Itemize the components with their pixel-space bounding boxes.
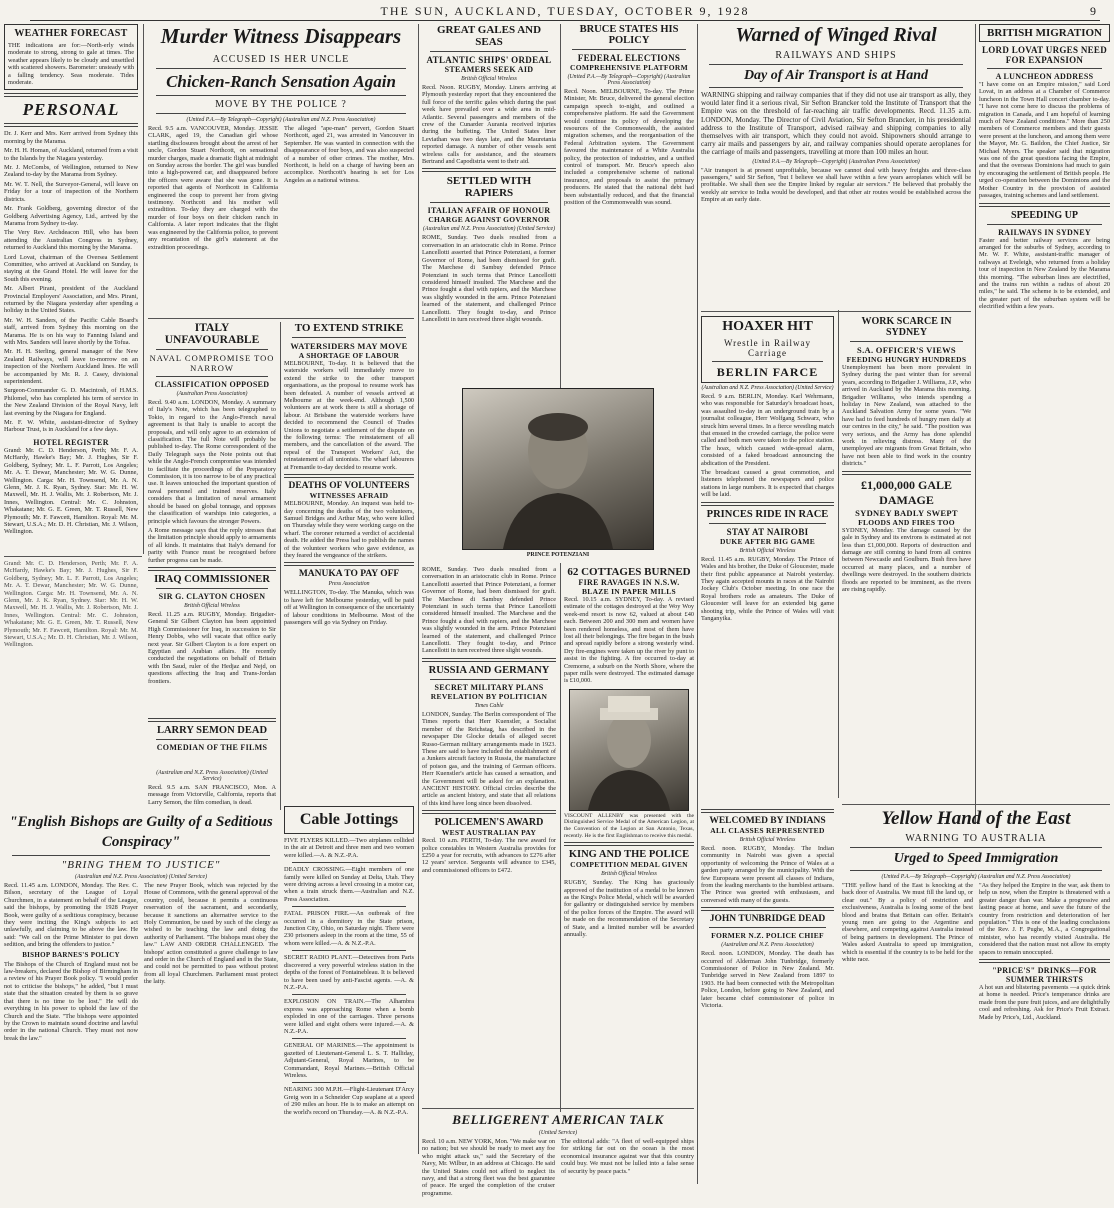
italy-subhead: NAVAL COMPROMISE TOO NARROW	[149, 353, 275, 373]
yellow-text: "THE yellow hand of the East is knocking at the back door of Australia. We must fill the land up, or clear out." By a policy of restriction and exclusiveness, Australia is losing some of the best blood and brains that Britain can offer. Britain's young men are going to the Argentine and elsewhere, and competing against Australia instead of being partners in development. The Prince of Wales asked Australia to speed up immigration, which is essential if the country is to be held for the white race.	[842, 882, 973, 964]
prince-subhead: STAY AT NAIROBI	[726, 526, 809, 537]
rapiers-credit: (Australian and N.Z. Press Association) (United Service)	[422, 226, 556, 233]
hotel-register-text: Grand: Mr. C. D. Henderson, Perth; Mr. F. A. McHardy, Hawke's Bay; Mr. J. Hughes, Sir F. Goldberg, Sydney; Mr. L. F. Parrott, Los Angeles; Mr. A. T. Dewar, Manchester; Mr. W. G. Dunne, Wellington. Carga: Mr. H. Townsend, Mr. A. N. Glenn, Mr. J. K. Ryan, Sydney. Star: Mr. H. W. Maxwell, Mr. H. J. Wallis, Mr. J. Robertson, Mr. J. Innes, Wellington. Central: Mr. C. Johnston, Whakatane; Mr. G. E. Green, Mr. T. Russell, New Plymouth; Mr. F. Fawcett, Hamilton. Royal: Mr. M. Stewart, U.S.A.; Mr. D. H. Christian, Mr. J. Wilson, Wellington.	[4, 560, 138, 649]
weather-forecast-box	[4, 24, 138, 90]
yellow-hand-article	[842, 808, 1110, 1158]
winged-credit: (United P.A.—By Telegraph—Copyright) (Australian Press Association)	[752, 158, 920, 165]
cable-item: NEARING 300 M.P.H.—Flight-Lieutenant D'Arcy Greig won in a Schneider Cup seaplane at a speed of 290 miles an hour. He is to make an attempt on the world's record on Thursday.—A. & N.Z.-P.A.	[284, 1086, 414, 1116]
murder-article	[148, 24, 414, 314]
bruce-subhead: FEDERAL ELECTIONS	[577, 53, 681, 63]
migration-headline: BRITISH MIGRATION	[986, 27, 1102, 39]
railways-headline: SPEEDING UP	[1011, 209, 1078, 221]
column-rule	[143, 24, 144, 554]
personal-paragraph: Mr. Albert Pirani, president of the Auckland Provincial Employers' Association, and Mrs. Pirani, returned by the Niagara yesterday after spending a holiday in the United States.	[4, 285, 138, 315]
gales-subhead-2: STEAMERS SEEK AID	[444, 65, 534, 74]
king-police-headline: KING AND THE POLICE	[568, 849, 690, 861]
gale-damage-subhead: SYDNEY BADLY SWEPT	[855, 507, 958, 518]
winged-headline-2: Day of Air Transport is at Hand	[743, 68, 929, 83]
police-award-text: Recd. 10 a.m. PERTH, To-day. The new award for police constables in Western Australia provides for £250 a year for recruits, with advances to £276 after 12 years' service. Sergeants will advance to £345, and commissioned officers to £472.	[422, 837, 556, 874]
italy-text: Recd. 9.40 a.m. LONDON, Monday. A summary of Italy's Note, which has been telegraphed to Tokio, in regard to the Anglo-French naval agreement is that Italy is unable to accept the proposals, and will only agree to an extension of classification. The full Note will probably be published to-day. The Rome correspondent of the Daily Telegraph says the Note points out that while the Anglo-French compromise was intended to facilitate the proceedings of the Preparatory Commission, it is too narrow to be of any practical use. It leaves untouched the important question of naval personnel and trained reserves. Italy considers that a limitation of naval armament should be based on global tonnage, and opposes the classification of warships into categories, a principle which favours the stronger Powers.	[148, 399, 276, 525]
bruce-text: Recd. Noon. MELBOURNE, To-day. The Prime Minister, Mr. Bruce, delivered the general election campaign speech to-night, and outlined a comprehensive platform. He said the Government would continue its policy of developing the resources of the Commonwealth, the assisted migration schemes, and the reorganisation of the Federal Arbitration system. The Government favoured the maintenance of a White Australia policy, the protection of industries, and a unified control of transport. Mr. Bruce's speech also included a comprehensive scheme of national insurance, and proposals to assist the primary producers. He stated that the national debt had been substantially reduced, and that the financial position of the Commonwealth was sound.	[564, 88, 694, 207]
hotel-register-title: HOTEL REGISTER	[33, 437, 109, 447]
semon-headline: LARRY SEMON DEAD	[156, 725, 268, 736]
potenziani-photo-block	[422, 388, 694, 563]
rapiers-subhead-2: CHARGE AGAINST GOVERNOR	[428, 215, 550, 225]
manuka-headline: MANUKA TO PAY OFF	[298, 569, 400, 580]
personal-paragraph: Mr. Frank Goldberg, governing director of the Goldberg Advertising Agency, Ltd., arrived by the Marama from Sydney to-day.	[4, 205, 138, 227]
murder-text-2: The alleged "ape-man" pervert, Gordon Stuart Northcott, aged 21, was arrested in Vancouver in September. He was wanted in connection with the disappearance of four boys, and was also suspected of a number of other crimes. The mother, Mrs. Northcott, is held on a charge of having been an accomplice. Northcott's hearing is set for Los Angeles as a national witness.	[284, 125, 414, 184]
section-rule	[148, 318, 414, 319]
gale-damage-text: SYDNEY, Monday. The damage caused by the gale in Sydney and its environs is estimated at not less than £1,000,000. Reports of destruction and damage are still coming to hand from all centres between Newcastle and Goulburn. Bush fires have occurred at many places, and a number of dwellings were destroyed. In the southern districts floods are reported to be imminent, as the rivers are rising rapidly.	[842, 526, 971, 593]
italy-subhead-2: CLASSIFICATION OPPOSED	[154, 380, 270, 389]
drinks-text: A hot sun and blistering pavements —a quick drink at home is needed. Price's temperance drinks are made from the pure fruit juices, and are delightfully cool and refreshing. Ask for Price's Fruit Extract. Made by Price's, Ltd., Auckland.	[979, 984, 1110, 1021]
indians-column	[701, 806, 834, 1156]
personal-paragraph: The Very Rev. Archdeacon Hill, who has been attending the Australian Congress in Sydney, returned to Auckland this morning by the Marama.	[4, 229, 138, 252]
police-award-headline: POLICEMEN'S AWARD	[434, 817, 544, 829]
prince-subhead-2: DUKE AFTER BIG GAME	[719, 536, 816, 546]
personal-title: PERSONAL	[22, 100, 120, 120]
migration-subhead: LORD LOVAT URGES NEED FOR EXPANSION	[981, 45, 1108, 65]
portrait-icon	[570, 690, 688, 810]
hoax-text: Recd. 9 a.m. BERLIN, Monday. Karl Wehrmann, who was responsible for Saturday's broadcast hoax, was assaulted to-day in an underground train by a journalist colleague, Herr Wolfgang Schwarz, who struck him several times. In a fierce wrestling match that ensued in the crowded carriage, the police were called and both men were taken to the police station. The hoax, which caused wide-spread alarm, consisted of a faked broadcast announcing the abdication of the President.	[701, 393, 834, 467]
potenziani-photo	[462, 388, 654, 550]
column-left	[4, 24, 138, 554]
iraq-subhead: SIR G. CLAYTON CHOSEN	[158, 591, 266, 601]
hoax-column	[701, 316, 834, 802]
hoax-subhead: Wrestle in Railway Carriage	[723, 338, 812, 358]
strike-headline: TO EXTEND STRIKE	[294, 322, 404, 334]
bruce-headline: BRUCE STATES HIS POLICY	[579, 24, 679, 46]
section-rule	[4, 556, 142, 557]
rapiers-subhead: ITALIAN AFFAIR OF HONOUR	[427, 206, 551, 216]
murder-subhead-2: MOVE BY THE POLICE ?	[215, 99, 347, 110]
king-police-subhead: COMPETITION MEDAL GIVEN	[570, 860, 688, 870]
bishops-subhead: "BRING THEM TO JUSTICE"	[61, 859, 221, 871]
police-award-subhead: WEST AUSTRALIAN PAY	[441, 828, 537, 838]
work-scarce-subhead: S.A. OFFICER'S VIEWS	[857, 345, 956, 355]
cable-item: SECRET RADIO PLANT.—Detectives from Paris discovered a very powerful wireless station in the depths of the forest of Fontainebleau. It is believed to have been used by anti-Fascist agents. —A. & N.Z.-P.A.	[284, 954, 414, 991]
column-middle-lower	[422, 566, 556, 1156]
semon-body	[148, 768, 276, 808]
allenby-photo	[569, 689, 689, 811]
prince-credit: British Official Wireless	[739, 547, 796, 554]
hoax-text-2: The broadcast caused a great commotion, and listeners telephoned the newspapers and police stations in large numbers. It is expected that charges will be laid.	[701, 469, 834, 499]
column-rule	[418, 24, 419, 1154]
allenby-caption: VISCOUNT ALLENBY was presented with the Distinguished Service Medal of the American Legion, at the Convention of the Legion at San Antonio, Texas, recently. He is the first Englishman to receive this medal.	[564, 812, 694, 839]
gale-damage-subhead-2: FLOODS AND FIRES TOO	[858, 517, 955, 527]
russia-subhead: SECRET MILITARY PLANS	[434, 682, 544, 692]
bruce-subhead-2: COMPREHENSIVE PLATFORM	[570, 63, 688, 72]
hoax-headline: HOAXER HIT	[722, 319, 813, 334]
murder-headline-2: Chicken-Ranch Sensation Again	[166, 72, 396, 91]
bruce-credit: (United P.A.—By Telegraph—Copyright) (Australian Press Association)	[567, 74, 691, 86]
bishops-headline: "English Bishops are Guilty of a Seditious Conspiracy"	[9, 814, 273, 850]
italy-column	[148, 322, 276, 712]
prince-headline: PRINCES RIDE IN RACE	[706, 508, 829, 520]
tunbridge-text: Recd. noon. LONDON, Monday. The death has occurred of Alderman John Tunbridge, formerly Commissioner of Police in New Zealand. Mr. Tunbridge served in New Zealand from 1897 to 1903. He had been connected with the Metropolitan Police, London, before going to New Zealand, and later became chief commissioner of police in Victoria.	[701, 950, 834, 1010]
personal-paragraph: Mr. H. H. Homan, of Auckland, returned from a visit to the Islands by the Niagara yesterday.	[4, 147, 138, 162]
railways-subhead: RAILWAYS IN SYDNEY	[998, 227, 1091, 237]
russia-headline: RUSSIA AND GERMANY	[428, 664, 550, 676]
migration-text: "I have come on an Empire mission," said Lord Lovat, in an address at a Chamber of Commerce luncheon in the Town Hall concert chamber to-day. "I have not come here to discuss the problems of migration in Canada, and I am hopeful of learning much of New Zealand conditions." More than 250 members of Commerce members and their guests were present at the luncheon, and among them were the Mayor, Mr. G. Baildon, the Chief Justice, Sir Michael Myers. The speaker said that migration was one of the great questions facing the Empire, and that the overseas Dominions had much to gain by encouraging the settlement of British people. He urged co-operation between the Dominions and the Mother Country in the provision of assisted passages, training schemes and land settlement.	[979, 81, 1110, 200]
semon-text: Recd. 9.5 a.m. SAN FRANCISCO, Mon. A message from Victorville, California, reports that Larry Semon, the film comedian, is dead.	[148, 784, 276, 806]
cable-item: DEADLY CROSSING.—Eight members of one family were killed on Sunday at Delta, Utah. They were driving across a level crossing in a motor car, when a train struck them.—Australian and N.Z. Press Association.	[284, 866, 414, 903]
tunbridge-subhead: FORMER N.Z. POLICE CHIEF	[711, 931, 824, 941]
page-number: 9	[1090, 4, 1096, 18]
portrait-icon	[463, 389, 653, 549]
italy-credit: (Australian Press Association)	[176, 391, 248, 397]
weather-text: THE indications are for:—North-erly winds moderate to strong, strong to gale at times. The weather appears likely to be cloudy and unsettled with scattered showers. Barometer: unsteady with a falling tendency. Seas moderate. Tides moderate.	[8, 42, 134, 87]
section-rule	[842, 804, 1110, 805]
fires-text: Recd. 10.15 a.m. SYDNEY, To-day. A revised estimate of the cottages destroyed at the Woy Woy week-end resort is now 62, valued at about £40 each. Between 200 and 300 men and women have been rendered homeless, and most of them have lost all their belongings. The fire began in the bush and spread rapidly before a strong westerly wind. Dry fire-engines were taken up the river by punt to assist in the fighting. A fire occurred to-day at Cremorne, a suburb on the North Shore, where the paper mills were destroyed. The estimated damage is £10,000.	[564, 596, 694, 685]
bruce-article	[564, 24, 694, 386]
work-scarce-column	[842, 316, 971, 802]
murder-credit: (United P.A.—By Telegraph—Copyright) (Australian and N.Z. Press Association)	[186, 117, 376, 123]
cable-item: EXPLOSION ON TRAIN.—The Alhambra express was approaching Rome when a bomb exploded in one of the carriages. Three persons were killed and eight others were injured.—A. & N.Z.-P.A.	[284, 998, 414, 1035]
cable-jottings-title: Cable Jottings	[299, 811, 399, 828]
masthead-title: THE SUN, AUCKLAND, TUESDAY, OCTOBER 9, 1928	[380, 4, 750, 18]
iraq-credit: British Official Wireless	[184, 602, 240, 609]
column-rule	[697, 24, 698, 1184]
fires-headline: 62 COTTAGES BURNED	[567, 566, 691, 578]
gale-damage-headline: £1,000,000 GALE DAMAGE	[860, 477, 952, 507]
tunbridge-credit: (Australian and N.Z. Press Association)	[721, 942, 814, 949]
personal-paragraph: Mr. H. H. Sterling, general manager of the New Zealand Railways, will leave to-morrow on an inspection of the Northern Auckland lines. He will be accompanied by Mr. R. J. Casey, divisional superintendent.	[4, 348, 138, 386]
yellow-text-2: "As they helped the Empire in the war, ask them to help us now, when the Empire is threatened with a greater danger than war. Make a progressive and lasting peace at home, and save the future of the country from restriction and deterioration of her population." This is one of the leading conclusions of the Rev. J. F. Pughe, M.A., a Congregational minister, who has recently visited Australia. He considered that the nation must not allow its empty spaces to remain unoccupied.	[979, 882, 1110, 956]
masthead	[30, 4, 1100, 21]
yellow-credit: (United P.A.—By Telegraph—Copyright) (Australian and N.Z. Press Association)	[881, 874, 1071, 880]
potenziani-caption: PRINCE POTENZIANI	[526, 552, 590, 558]
belligerent-article	[422, 1112, 694, 1204]
winged-article	[701, 24, 971, 308]
work-scarce-text: Unemployment has been more prevalent in Sydney during the past winter than for several years, according to Brigadier J. Williams, J.P., who arrived in Auckland by the Marama this morning. Brigadier Williams, who intends spending a holiday in New Zealand, was attached to the Auckland Salvation Army for some years. "We have had to feed hundreds of hungry men daily at our centres in the city," he said. "The position was very serious, and the Army has done splendid work in relieving distress. Many of the unemployed are migrants from Great Britain, who have not been able to find work in the country districts."	[842, 364, 971, 468]
column-right	[979, 24, 1110, 824]
volunteers-headline: DEATHS OF VOLUNTEERS	[288, 481, 410, 492]
winged-headline: Warned of Winged Rival	[735, 24, 937, 46]
bishops-text: Recd. 11.45 a.m. LONDON, Monday. The Rev. C. Bilson, secretary of the League of Loyal Churchmen, in a statement on behalf of the League, said the bishops, by promoting the 1928 Prayer Book, were guilty of a seditious conspiracy, because they were inciting the King's subjects to act unlawfully, and claiming to be above the law. He said: "We call on the Prime Minister to put down sedition, and bring the offenders to justice."	[4, 882, 138, 949]
strike-subhead-2: A SHORTAGE OF LABOUR	[298, 351, 400, 360]
king-police-text: RUGBY, Sunday. The King has graciously approved of the institution of a medal to be known as the King's Police Medal, which will be awarded for gallantry or distinguished service by members of the police forces of the Empire. The award will be made on the recommendation of the Secretary of State, and a limited number will be awarded annually.	[564, 879, 694, 939]
bishops-text-2: The Bishops of the Church of England must not be law-breakers, declared the Bishop of Birmingham in a review of his Prayer Book policy. "I would prefer not to criticise the bishops," he added, "but I must state that the situation created by them is so grave that there is no time to be lost." He will do everything in his power to uphold the law of the Church and the State. "The bishops were appointed by the Crown to maintain sound doctrine and lawful order in the national Church. They must not now break the law."	[4, 960, 138, 1042]
section-rule	[422, 1108, 694, 1109]
cable-item: GENERAL OF MARINES.—The appointment is gazetted of Lieutenant-General L. S. T. Halliday, Adjutant-General, Royal Marines, to be Commandant, Royal Marines.—British Official Wireless.	[284, 1042, 414, 1079]
italy-text-2: A Rome message says that the reply stresses that the limitation principle should apply to armaments of all kinds. It maintains that Italy's demand for parity with France must be recognised before further progress can be made.	[148, 526, 276, 564]
volunteers-subhead: WITNESSES AFRAID	[309, 491, 389, 501]
cable-jottings	[284, 806, 414, 1156]
bishops-article	[4, 812, 278, 1172]
strike-column	[284, 322, 414, 812]
indians-text: Recd. noon. RUGBY, Monday. The Indian community in Nairobi was given a special opportunity of welcoming the Prince of Wales at a garden party arranged by the municipality. With the few Europeans were present all classes of Indians, from the leading merchants to the humblest artisans. The Prince was greeted with enthusiasm, and conversed with many of the guests.	[701, 845, 834, 904]
fires-subhead-2: BLAZE IN PAPER MILLS	[581, 587, 676, 596]
semon-credit: (Australian and N.Z. Press Association) (United Service)	[156, 770, 268, 782]
belligerent-text: Recd. 10 a.m. NEW YORK, Mon. "We make war on no nation; but we should be ready to meet any foe who might attack us," said the Secretary of the Navy, Mr. Wilbur, in an address at Chicago. He said the United States could not afford to neglect its navy, and that a strong fleet was the best guarantee of peace. He urged the completion of the cruiser programme.	[422, 1138, 555, 1197]
hoax-headline-2: BERLIN FARCE	[716, 365, 819, 379]
russia-credit: Times Cable	[474, 702, 504, 709]
winged-subhead: RAILWAYS AND SHIPS	[775, 50, 897, 61]
winged-text-2: "Air transport is at present unprofitable, because we cannot deal with heavy freights and three-class passengers," said Sir Sefton, "but I believe we shall have within a few years aeroplanes which will be profitable. We shall then see the Empire linked by regular air services." He believed that probably the weekly air service to India would be developed, and that other air routes would be established across the Empire at an early date.	[701, 166, 971, 204]
manuka-credit: Press Association	[328, 581, 370, 588]
murder-headline: Murder Witness Disappears	[160, 24, 402, 48]
work-scarce-headline: WORK SCARCE IN SYDNEY	[861, 316, 952, 338]
manuka-text: WELLINGTON, To-day. The Manuka, which was to have left for Melbourne yesterday, will be paid off at Wellington in consequence of the uncertainty of labour conditions in Melbourne. Most of the passengers will go via Sydney on Friday.	[284, 589, 414, 626]
iraq-headline: IRAQ COMMISSIONER	[154, 573, 270, 585]
prince-text: Recd. 11.45 a.m. RUGBY, Monday. The Prince of Wales and his brother, the Duke of Gloucester, made their first public appearance at Nairobi yesterday. They again accepted mounts in races at the Nairobi Jockey Club's October meeting. In one race the Royal brothers rode as amateurs. The Duke of Gloucester will leave for an extended big game shooting trip, while the Prince of Wales will visit Tanganyika.	[701, 555, 834, 622]
bishops-text-3: The new Prayer Book, which was rejected by the House of Commons, with the general approval of the country, could, because it permits a continuous reservation of the sacrament, and secondarily, because it sanctions an alternative service to the Holy Communion, be used by such of the clergy as wished to be teaching the law and doing the authority of Parliament. "The bishops must obey the law." LAW AND ORDER CHALLENGED. The bishops' action constituted a grave challenge to law and order in the Church of England and in the State, and could not be permitted to pass without protest from all loyal Churchmen. Parliament must protect the laity.	[144, 882, 278, 986]
iraq-text: Recd. 11.25 a.m. RUGBY, Monday. Brigadier-General Sir Gilbert Clayton has been appointed High Commissioner for Iraq, in succession to Sir Henry Dobbs, who will vacate that office early next year. Sir Gilbert Clayton is a fore expert on Egyptian and Arabian affairs. He recently conducted the negotiations on behalf of Britain with Ibn Saud, ruler of the Hedjaz and Nejd, on questions affecting the Iraq and Trans-Jordan frontiers.	[148, 610, 276, 685]
personal-paragraph: Mr. W. H. Sanders, of the Pacific Cable Board's staff, arrived from Sydney this morning on the Marama. He is on his way to Fanning Island and with Mrs. Sanders will leave shortly by the Tofua.	[4, 316, 138, 346]
bishops-credit: (Australian and N.Z. Press Association) (United Service)	[74, 874, 208, 880]
russia-text: LONDON, Sunday. The Berlin correspondent of The Times reports that Herr Kuenstler, a Socialist member of the Reichstag, has described in the newspaper Die Glocke details of alleged secret Russo-German military arrangements made in 1923. These are said to have included the establishment of a Junkers aircraft factory in Russia, the manufacture of poison gas, and the training of German officers. Herr Kuenstler's article has caused a sensation, and the Government will be asked for an explanation. ANCIENT HISTORY. Official circles describe the article as ancient history, and state that all relations of this kind have long since been dissolved.	[422, 710, 556, 807]
volunteers-text: MELBOURNE, Monday. An inquest was held to-day concerning the deaths of the two volunteers, Samuel Bridges and Arthur May, who were killed on Thursday while they were working cargo on the wharf. The coroner returned a verdict of accidental death. He added the Press had to publish the names of the volunteer workers who gave evidence, as they feared the vengeance of the strikers.	[284, 500, 414, 559]
personal-paragraph: Mr. J. McCombs, of Wellington, returned to New Zealand to-day by the Marama from Sydney.	[4, 164, 138, 179]
strike-subhead: WATERSIDERS MAY MOVE	[290, 341, 408, 351]
murder-subhead: ACCUSED IS HER UNCLE	[212, 54, 350, 65]
personal-paragraph: Mr. W. T. Nell, the Surveyor-General, will leave on Friday for a tour of inspection of the Northern districts.	[4, 180, 138, 203]
weather-title: WEATHER FORECAST	[14, 28, 128, 39]
personal-paragraph: Dr. J. Kerr and Mrs. Kerr arrived from Sydney this morning by the Marama.	[4, 130, 138, 145]
rapiers-text-continued: ROME, Sunday. Two duels resulted from a conversation in an aristocratic club in Rome. Prince Lancellotti asserted that Prince Potenziani, a former Governor of Rome, had been dismissed for graft. The Marchese di Sambuy defended Prince Potenziani in such terms that Prince Lancellotti considered himself insulted. The Marchese and the Prince fought a duel with rapiers, and the Marchese was slightly wounded in the arm. Prince Potenziani learned of the statement, and challenged Prince Lancellotti. They fought to-day, and Prince Lancellotti in turn received three slight wounds.	[422, 566, 556, 655]
semon-column	[148, 715, 276, 765]
column-rule	[838, 310, 839, 798]
work-scarce-subhead-2: FEEDING HUNGRY HUNDREDS	[846, 355, 967, 364]
fires-subhead: FIRE RAVAGES IN N.S.W.	[578, 578, 680, 587]
gales-credit: British Official Wireless	[461, 76, 517, 82]
personal-paragraph: Surgeon-Commander G. D. Macintosh, of H.M.S. Philomel, who has completed his term of service in the New Zealand Division of the Royal Navy, left last evening by the Niagara for England.	[4, 387, 138, 417]
hotel-register-text: Grand: Mr. C. D. Henderson, Perth; Mr. F. A. McHardy, Hawke's Bay; Mr. J. Hughes, Sir F. Goldberg, Sydney; Mr. L. F. Parrott, Los Angeles; Mr. A. T. Dewar, Manchester; Mr. W. G. Dunne, Wellington. Carga: Mr. H. Townsend, Mr. A. N. Glenn, Mr. J. K. Ryan, Sydney. Star: Mr. H. W. Maxwell, Mr. H. J. Wallis, Mr. J. Robertson, Mr. J. Innes, Wellington. Central: Mr. C. Johnston, Whakatane; Mr. G. E. Green, Mr. T. Russell, New Plymouth; Mr. F. Fawcett, Hamilton. Royal: Mr. M. Stewart, U.S.A.; Mr. D. H. Christian, Mr. J. Wilson, Wellington.	[4, 446, 138, 536]
strike-text: MELBOURNE, To-day. It is believed that the waterside workers will immediately move to extend the strike to the other transport organisations, as the proposal to resume work has been defeated. A number of vessels arrived at Melbourne at the week-end. Although 1,500 volunteers are at work there is still a shortage of labour. At Brisbane the waterside workers have decided to recommend the Council of Trades Unions to negotiate a settlement of the dispute on the following terms: The reinstatement of all members, and the cancellation of the award. The repeal of the Transport Workers' Act, the reinstatement of all unionists. The wharf labourers at Fremantle to-day decided to resume work.	[284, 360, 414, 471]
belligerent-text-2: The editorial adds: "A fleet of well-equipped ships for striking far out on the ocean is the most economical insurance against war that this country could buy. We must not be lulled into a false sense of security by peace pacts."	[561, 1138, 694, 1175]
rapiers-headline: SETTLED WITH RAPIERS	[446, 175, 532, 200]
belligerent-headline: BELLIGERENT AMERICAN TALK	[452, 1112, 664, 1127]
rapiers-text: ROME, Sunday. Two duels resulted from a conversation in an aristocratic club in Rome. Prince Lancellotti asserted that Prince Potenziani, a former Governor of Rome, had been dismissed for graft. The Marchese di Sambuy defended Prince Potenziani in such terms that Prince Lancellotti considered himself insulted. The Marchese and the Prince fought a duel with rapiers, and the Marchese was slightly wounded in the arm. Prince Potenziani learned of the statement, and challenged Prince Lancellotti. They fought to-day, and Prince Lancellotti in turn received three slight wounds.	[422, 234, 556, 323]
russia-subhead-2: REVELATION BY POLITICIAN	[430, 691, 548, 701]
cable-item: FATAL PRISON FIRE.—An outbreak of fire occurred in a dormitory in the State prison, Junction City, Ohio, on Saturday night. There were 230 prisoners asleep in the room at the time, 55 of whom were killed.—A. & N.Z.-P.A.	[284, 910, 414, 947]
column-rule	[560, 24, 561, 1154]
yellow-subhead: WARNING TO AUSTRALIA	[905, 833, 1047, 844]
cable-item: FIVE FLYERS KILLED.—Two airplanes collided in the air at Detroit and three men and two women were killed.—A. & N.Z.-P.A.	[284, 837, 414, 859]
column-rule	[975, 24, 976, 824]
hoax-credit: (Australian and N.Z. Press Association) (United Service)	[701, 385, 834, 391]
personal-column	[4, 130, 138, 433]
indians-credit: British Official Wireless	[739, 837, 796, 843]
migration-subhead-2: A LUNCHEON ADDRESS	[995, 72, 1094, 81]
indians-subhead: ALL CLASSES REPRESENTED	[710, 826, 825, 835]
column-four-lower	[564, 566, 694, 1156]
gales-subhead: ATLANTIC SHIPS' ORDEAL	[426, 55, 552, 65]
railways-text: Faster and better railway services are being arranged for the suburbs of Sydney, according to Mr. W. F. White, assistant-traffic manager of railways at Eveleigh, who returned from a holiday tour of inspection in New Zealand by the Marama this morning. "The suburban lines are electrified, and the trains run within a radius of about 20 miles," he said. The scheme is to be extended, and the greater part of the suburban system will be electrified within a few years.	[979, 236, 1110, 311]
belligerent-credit: (United Service)	[538, 1130, 578, 1136]
gales-text: Recd. Noon. RUGBY, Monday. Liners arriving at Plymouth yesterday report that they encountered the full force of the terrific gales which during the past week have prevailed over a wide area in mid-Atlantic. Several passengers and members of the crew of the Cunarder Aurania received injuries during the buffeting. The United States liner Leviathan was two days late, and the Mauretania reported damage. A number of other vessels sent wireless calls for assistance, and the steamers Bertrand and Capodistria went to their aid.	[422, 84, 556, 166]
hotel-register-continued	[4, 560, 138, 808]
yellow-headline-2: Urged to Speed Immigration	[893, 851, 1059, 866]
personal-paragraph: Mr. F. W. White, assistant-director of Sydney Harbour Trust, is in Auckland for a few days.	[4, 419, 138, 434]
king-police-credit: British Official Wireless	[601, 871, 657, 878]
yellow-headline: Yellow Hand of the East	[881, 808, 1071, 829]
tunbridge-headline: JOHN TUNBRIDGE DEAD	[709, 914, 826, 925]
section-rule	[701, 311, 971, 312]
personal-paragraph: Lord Lovat, chairman of the Oversea Settlement Committee, who arrived at Auckland on Sunday, is staying at the Grand Hotel. He will leave for the South this evening.	[4, 253, 138, 283]
column-rule	[280, 322, 281, 810]
gales-headline: GREAT GALES AND SEAS	[436, 24, 542, 48]
italy-headline: ITALY UNFAVOURABLE	[164, 322, 260, 346]
indians-headline: WELCOMED BY INDIANS	[709, 816, 826, 826]
bishops-subhead-2: BISHOP BARNES'S POLICY	[22, 950, 120, 959]
murder-text: Recd. 9.5 a.m. VANCOUVER, Monday. JESSIE CLARK, aged 19, the Canadian girl whose startling disclosures brought about the arrest of her uncle, Gordon Stuart Northcott, on sensational murder charges, made a dramatic flight at midnight on Sunday across the border. The girl was bundled into a high-powered car, and disappeared before the officers were aware that she was gone. It is reported that agents of Northcott in California engineered the coup to prevent her from giving testimony. Northcott and his mother will extradition. To-day they are charged with the murder of four boys on their chicken ranch in California. A later report indicates that the flight was engineered by the California police, to prevent any recantation of the girl's statement at the extradition proceedings.	[148, 125, 278, 251]
drinks-headline: "PRICE'S" DRINKS—FOR SUMMER THIRSTS	[992, 966, 1097, 985]
semon-subhead: COMEDIAN OF THE FILMS	[156, 743, 268, 752]
winged-lead: WARNING shipping and railway companies that if they did not use air transport as ally, they would later find it a serious rival, Sir Sefton Brancker told the Institute of Transport that the Empire was on the threshold of far-reaching air traffic developments. Recd. 11.35 a.m. LONDON, Monday. The Director of Civil Aviation, Sir Sefton Brancker, in his presidential address to the Institute of Transport, advised railway and shipping companies to ally themselves with air transport, which they could not avoid. Shipowners should arrange to carry air mails and passengers by air, and railway companies should operate aeroplanes for the carriage of mails and passengers, travelling at more than 100 miles an hour.	[701, 91, 971, 157]
